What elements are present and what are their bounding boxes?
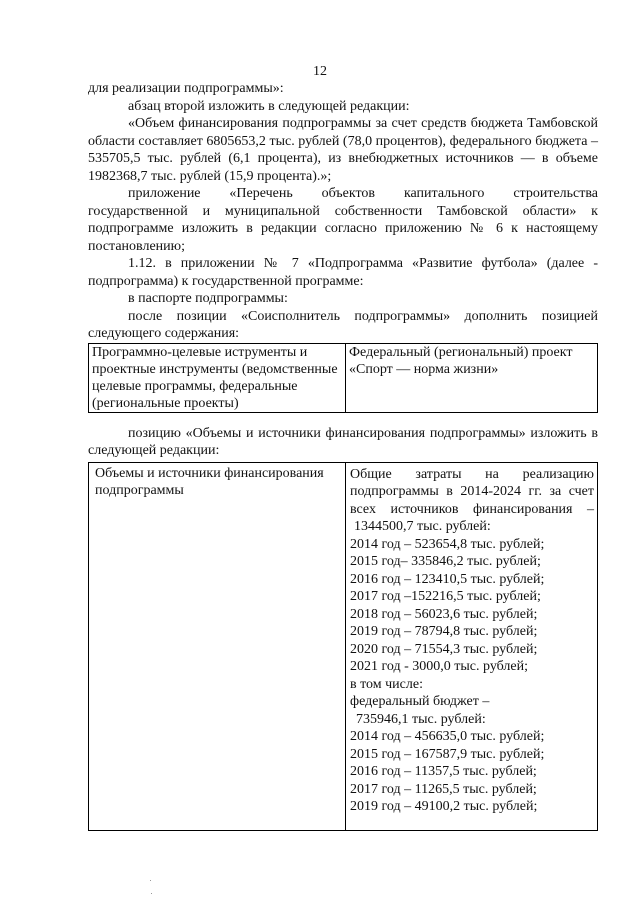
financing-line: 2020 год – 71554,3 тыс. рублей; — [350, 641, 538, 657]
paragraph-1: для реализации подпрограммы»: — [88, 81, 284, 96]
document-body — [88, 80, 598, 831]
paragraph-6: в паспорте подпрограммы: — [128, 291, 288, 306]
scan-speck — [150, 880, 151, 881]
financing-values-cell — [346, 462, 598, 830]
financing-line: 2019 год – 78794,8 тыс. рублей; — [350, 624, 538, 639]
financing-line: 2019 год – 49100,2 тыс. рублей; — [350, 799, 538, 814]
financing-line: 1344500,7 тыс. рублей: — [354, 519, 491, 534]
paragraph-4: приложение «Перечень объектов капитального строительства государственной и муниципальной собственности Тамбовской области» к подпрограмме изложить в редакции согласно приложению № 6 к настоящему постановлению; — [88, 186, 598, 254]
table-cell-left: Программно-целевые иструменты и проектные инструменты (ведомственные целевые программы, федеральные (региональные проекты) — [89, 343, 346, 412]
financing-line: 2016 год – 123410,5 тыс. рублей; — [350, 571, 545, 587]
financing-line: 2018 год – 56023,6 тыс. рублей; — [350, 606, 538, 622]
financing-line: 2015 год – 167587,9 тыс. рублей; — [350, 746, 545, 762]
table-row — [89, 462, 598, 830]
financing-line: 2015 год– 335846,2 тыс. рублей; — [350, 554, 541, 569]
scan-speck — [151, 893, 152, 894]
financing-table — [88, 462, 598, 831]
financing-label-cell: Объемы и источники финансирования подпрограммы — [89, 462, 346, 830]
financing-line: 2017 год –152216,5 тыс. рублей; — [350, 589, 541, 604]
paragraph-5: 1.12. в приложении № 7 «Подпрограмма «Развитие футбола» (далее - подпрограмма) к государственной программе: — [88, 256, 598, 289]
table-cell-right: Федеральный (региональный) проект «Спорт — норма жизни» — [346, 343, 598, 412]
program-instruments-table — [88, 343, 598, 413]
financing-line: 2021 год - 3000,0 тыс. рублей; — [350, 659, 529, 674]
financing-line: в том числе: — [350, 676, 423, 692]
financing-line: 2016 год – 11357,5 тыс. рублей; — [350, 764, 537, 779]
financing-line: 2014 год – 523654,8 тыс. рублей; — [350, 536, 545, 552]
page-number: 12 — [313, 64, 327, 79]
financing-line: федеральный бюджет – — [350, 694, 490, 709]
financing-intro: Общие затраты на реализацию подпрограммы в 2014-2024 гг. за счет всех источников финансирования – — [350, 466, 594, 517]
paragraph-2: абзац второй изложить в следующей редакции: — [128, 98, 410, 114]
table-row — [89, 343, 598, 412]
paragraph-3: «Объем финансирования подпрограммы за счет средств бюджета Тамбовской области составляет 6805653,2 тыс. рублей (78,0 процентов), федерального бюджета – 535705,5 тыс. рублей (6,1 процента), из внебюджетных источников — в объеме 1982368,7 тыс. рублей (15,9 процента).»; — [88, 116, 598, 184]
financing-line: 735946,1 тыс. рублей: — [356, 711, 486, 727]
paragraph-8: позицию «Объемы и источники финансирования подпрограммы» изложить в следующей редакции: — [88, 425, 598, 458]
financing-line: 2014 год – 456635,0 тыс. рублей; — [350, 729, 545, 744]
paragraph-7: после позиции «Соисполнитель подпрограммы» дополнить позицией следующего содержания: — [88, 308, 598, 341]
financing-line: 2017 год – 11265,5 тыс. рублей; — [350, 781, 537, 797]
